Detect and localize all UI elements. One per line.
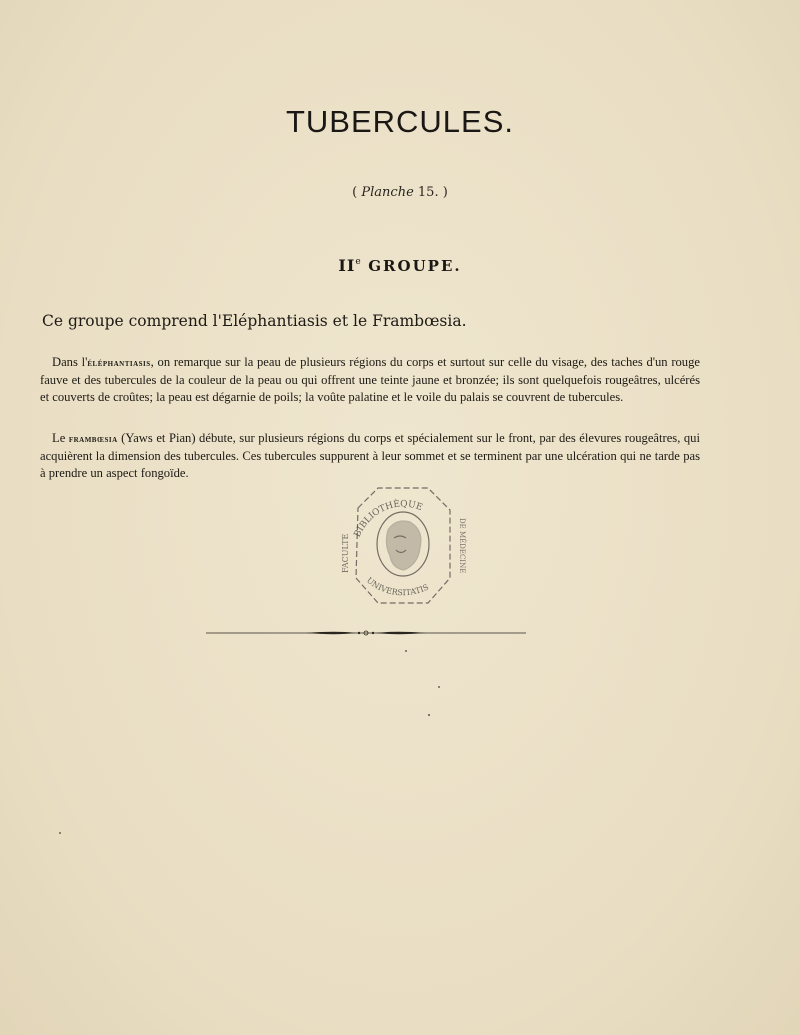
paragraph1-lead: Dans l' <box>52 355 88 369</box>
plate-reference <box>0 185 800 200</box>
plate-open-paren: ( <box>352 185 358 200</box>
stamp-top-text: BIBLIOTHÈQUE <box>352 499 424 539</box>
stamp-bottom-text: UNIVERSITATIS <box>364 575 431 598</box>
paragraph-framboesia <box>40 430 700 483</box>
paragraph2-lead: Le <box>52 431 69 445</box>
svg-text:UNIVERSITATIS <box>365 576 430 598</box>
ornamental-rule <box>206 630 526 636</box>
term-elephantiasis: éléphantiasis <box>87 358 151 369</box>
group-name: GROUPE. <box>368 257 462 275</box>
paragraph1-text: , on remarque sur la peau de plusieurs régions du corps et surtout sur celle du visage, des taches d'un rouge fauve et des tubercules de la couleur de la peau ou qui offrent une teinte jaune et bronzée; ils sont quelquefois rougeâtres, ulcérés et couverts de croûtes; la peau est dégarnie de poils; la voûte palatine et le voile du palais se couvrent de tubercules. <box>40 355 700 405</box>
stamp-left-text: FACULTÉ <box>341 533 350 573</box>
group-numeral-sup: e <box>355 257 362 267</box>
paragraph-elephantiasis <box>40 354 700 407</box>
stamp-right-text: DE MÉDECINE <box>458 518 466 574</box>
plate-number: 15. <box>417 185 439 200</box>
term-framboesia: frambœsia <box>68 434 118 445</box>
plate-label: Planche <box>361 185 414 200</box>
group-numeral: II <box>338 256 356 275</box>
library-stamp-icon <box>338 478 468 618</box>
paragraph2-text: (Yaws et Pian) débute, sur plusieurs régions du corps et spécialement sur le front, par des élevures rougeâtres, qui acquièrent la dimension des tubercules. Ces tubercules suppurent à leur sommet et se terminent par une ulcération qui ne tarde pas à prendre un aspect fongoïde. <box>40 431 700 481</box>
plate-close-paren: ) <box>442 185 448 200</box>
intro-sentence: Ce groupe comprend l'Eléphantiasis et le Frambœsia. <box>42 312 467 330</box>
group-heading <box>0 256 800 275</box>
page-title: TUBERCULES. <box>285 104 515 139</box>
